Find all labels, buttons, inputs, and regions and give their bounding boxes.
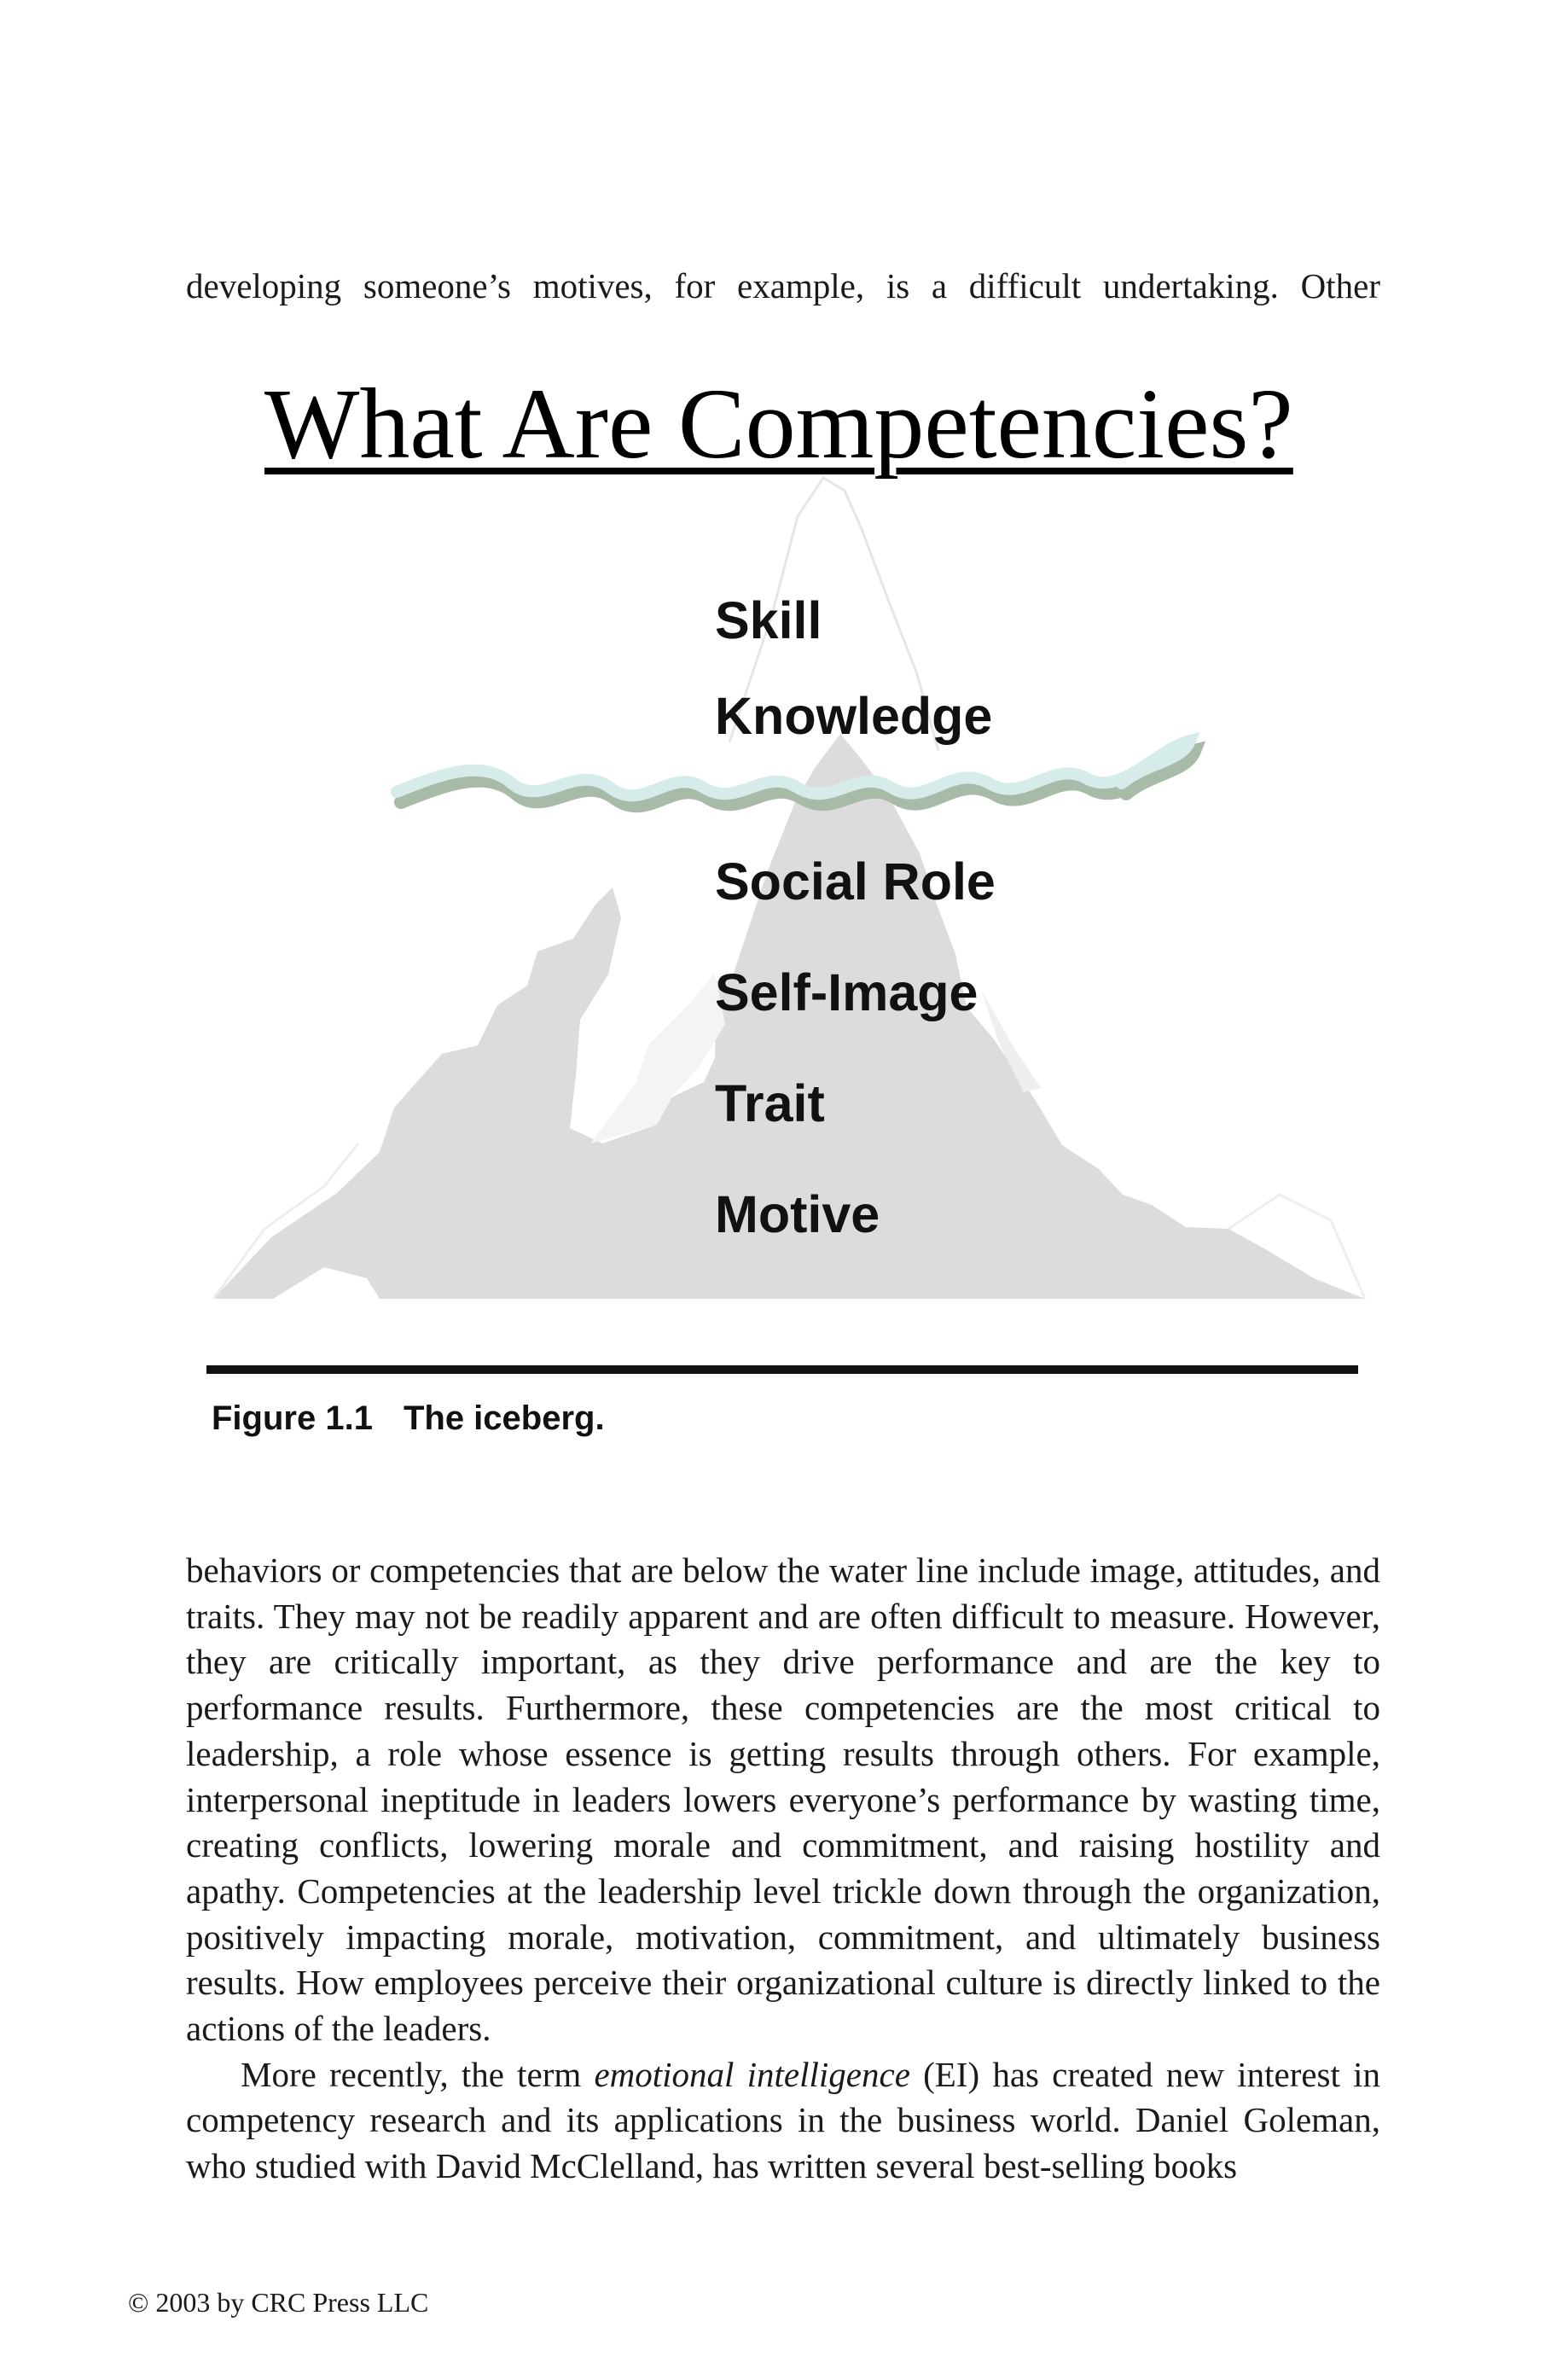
label-trait: Trait <box>715 1074 825 1132</box>
label-skill: Skill <box>715 591 822 649</box>
body-text <box>186 1548 1380 2190</box>
label-self-image: Self-Image <box>715 963 979 1021</box>
label-social-role: Social Role <box>715 852 996 911</box>
paragraph-2 <box>186 2052 1380 2190</box>
caption-number: Figure 1.1 <box>212 1399 373 1437</box>
label-knowledge: Knowledge <box>715 687 993 745</box>
figure-caption <box>212 1399 605 1438</box>
paragraph-2-start: More recently, the term <box>241 2054 595 2094</box>
paragraph-2-end: (EI) has created new interest in competency research and its applications in the business world. Daniel Goleman, who studied with David McClelland, has written several best-selling books <box>186 2054 1380 2186</box>
label-motive: Motive <box>715 1185 880 1243</box>
figure-title: What Are Competencies? <box>264 368 1293 480</box>
top-text-line: developing someone’s motives, for example, is a difficult undertaking. Other <box>186 266 1380 305</box>
copyright-footer: © 2003 by CRC Press LLC <box>128 2287 429 2318</box>
paragraph-1: behaviors or competencies that are below the water line include image, attitudes, and traits. They may not be readily apparent and are often difficult to measure. However, they are critically important, as they drive performance and are the key to performance results. Furthermore, these competencies are the most critical to leadership, a role whose essence is getting results through others. For example, interpersonal ineptitude in leaders lowers everyone’s performance by wasting time, creating conflicts, lowering morale and commitment, and raising hostility and apathy. Competencies at the leadership level trickle down through the organization, positively impacting morale, motivation, commitment, and ultimately business results. How employees perceive their organizational culture is directly linked to the actions of the leaders. <box>186 1551 1380 2049</box>
term-emotional-intelligence: emotional intelligence <box>594 2054 910 2094</box>
caption-text: The iceberg. <box>403 1399 605 1437</box>
figure-divider <box>206 1365 1358 1374</box>
